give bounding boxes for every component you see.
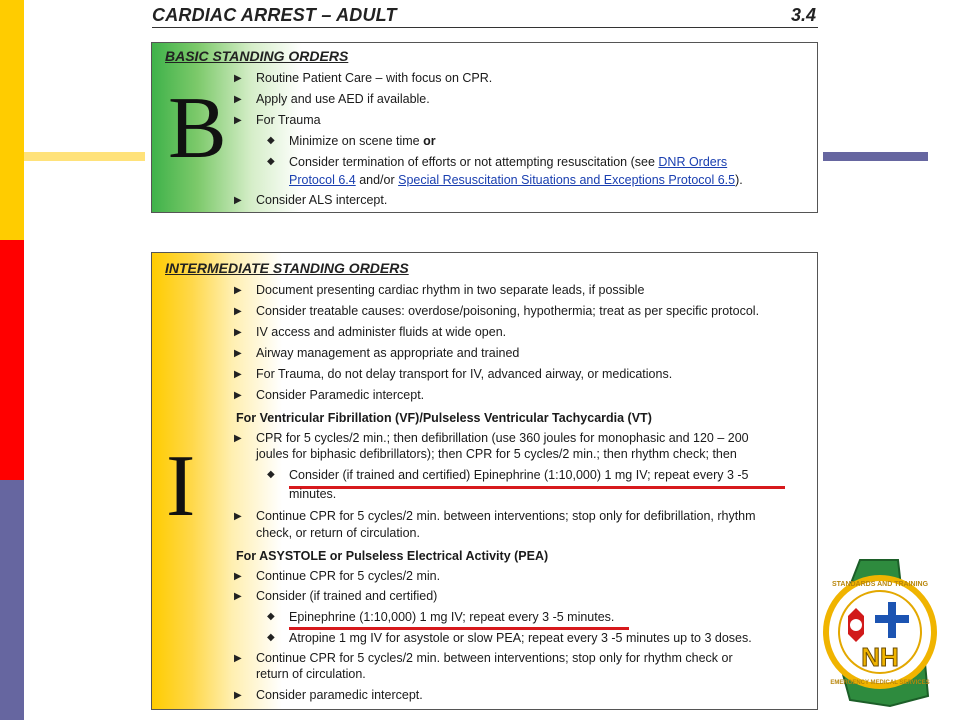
protocol-header xyxy=(152,3,818,28)
divider-yellow xyxy=(24,152,145,161)
list-item-continued: return of circulation. xyxy=(256,667,366,681)
logo-bottom-text: EMERGENCY MEDICAL SERVICES xyxy=(830,680,930,686)
list-item: Airway management as appropriate and trained xyxy=(256,346,520,360)
logo-badge-text: NH xyxy=(861,642,899,672)
arrow-bullet-icon: ▶ xyxy=(234,115,242,126)
dnr-orders-link[interactable]: DNR Orders xyxy=(658,155,728,169)
arrow-bullet-icon: ▶ xyxy=(234,511,242,522)
list-item: Consider Paramedic intercept. xyxy=(256,388,425,402)
diamond-bullet-icon: ◆ xyxy=(267,632,275,643)
list-item-continued: check, or return of circulation. xyxy=(256,526,420,540)
arrow-bullet-icon: ▶ xyxy=(234,433,242,444)
page-title: CARDIAC ARREST – ADULT xyxy=(152,5,397,25)
list-item: Consider (if trained and certified) xyxy=(256,589,438,603)
left-strip-purple xyxy=(0,480,24,720)
diamond-bullet-icon: ◆ xyxy=(267,156,275,167)
list-item: Consider treatable causes: overdose/poisoning, hypothermia; treat as per specific protocol. xyxy=(256,304,760,318)
asystole-heading: For ASYSTOLE or Pulseless Electrical Activity (PEA) xyxy=(236,549,549,563)
divider-purple xyxy=(823,152,928,161)
list-item-continued: Protocol 6.4 and/or Special Resuscitation Situations and Exceptions Protocol 6.5). xyxy=(289,173,743,187)
list-item: CPR for 5 cycles/2 min.; then defibrillation (use 360 joules for monophasic and 120 – 200 xyxy=(256,431,749,445)
red-underline xyxy=(289,486,785,489)
protocol-number: 3.4 xyxy=(790,5,816,25)
diamond-bullet-icon: ◆ xyxy=(267,611,275,622)
left-strip-red xyxy=(0,240,24,480)
list-item: Continue CPR for 5 cycles/2 min. xyxy=(256,569,441,583)
arrow-bullet-icon: ▶ xyxy=(234,73,242,84)
list-item: For Trauma, do not delay transport for IV, advanced airway, or medications. xyxy=(256,367,673,381)
diamond-bullet-icon: ◆ xyxy=(267,469,275,480)
vf-epinephrine: Consider (if trained and certified) Epinephrine (1:10,000) 1 mg IV; repeat every 3 -5 xyxy=(289,468,749,482)
list-item: Continue CPR for 5 cycles/2 min. between interventions; stop only for rhythm check or xyxy=(256,651,733,665)
list-item: For Trauma xyxy=(256,113,321,127)
diamond-bullet-icon: ◆ xyxy=(267,135,275,146)
dnr-protocol-link[interactable]: Protocol 6.4 xyxy=(289,173,356,187)
asystole-epinephrine: Epinephrine (1:10,000) 1 mg IV; repeat every 3 -5 minutes. xyxy=(289,610,615,624)
arrow-bullet-icon: ▶ xyxy=(234,591,242,602)
arrow-bullet-icon: ▶ xyxy=(234,653,242,664)
arrow-bullet-icon: ▶ xyxy=(234,195,242,206)
intermediate-title: INTERMEDIATE STANDING ORDERS xyxy=(165,260,409,276)
special-resuscitation-link[interactable]: Special Resuscitation Situations and Exceptions Protocol 6.5 xyxy=(398,173,736,187)
arrow-bullet-icon: ▶ xyxy=(234,327,242,338)
arrow-bullet-icon: ▶ xyxy=(234,94,242,105)
basic-title: BASIC STANDING ORDERS xyxy=(165,48,349,64)
left-strip-yellow xyxy=(0,0,24,240)
red-underline xyxy=(289,627,629,630)
list-item: Consider paramedic intercept. xyxy=(256,688,423,702)
intermediate-standing-orders-box xyxy=(151,252,818,710)
logo-top-text: STANDARDS AND TRAINING xyxy=(831,581,929,588)
list-item: Apply and use AED if available. xyxy=(256,92,430,106)
arrow-bullet-icon: ▶ xyxy=(234,390,242,401)
asystole-atropine: Atropine 1 mg IV for asystole or slow PEA; repeat every 3 -5 minutes up to 3 doses. xyxy=(289,631,752,645)
list-item: IV access and administer fluids at wide open. xyxy=(256,325,507,339)
list-item: Continue CPR for 5 cycles/2 min. between interventions; stop only for defibrillation, rhythm xyxy=(256,509,756,523)
list-item: Consider ALS intercept. xyxy=(256,193,388,207)
arrow-bullet-icon: ▶ xyxy=(234,690,242,701)
intermediate-letter: I xyxy=(166,438,196,535)
basic-standing-orders-box xyxy=(151,42,818,213)
list-item-continued: joules for biphasic defibrillators); then CPR for 5 cycles/2 min.; then rhythm check; then xyxy=(256,447,737,461)
list-item-continued: minutes. xyxy=(289,487,337,501)
list-item: Routine Patient Care – with focus on CPR. xyxy=(256,71,493,85)
arrow-bullet-icon: ▶ xyxy=(234,348,242,359)
arrow-bullet-icon: ▶ xyxy=(234,369,242,380)
list-item: Consider termination of efforts or not attempting resuscitation (see DNR Orders xyxy=(289,155,728,169)
vf-heading: For Ventricular Fibrillation (VF)/Pulseless Ventricular Tachycardia (VT) xyxy=(236,411,652,425)
list-item: Minimize on scene time or xyxy=(289,134,436,148)
nh-ems-logo xyxy=(820,556,940,708)
list-item: Document presenting cardiac rhythm in two separate leads, if possible xyxy=(256,283,645,297)
arrow-bullet-icon: ▶ xyxy=(234,306,242,317)
arrow-bullet-icon: ▶ xyxy=(234,571,242,582)
arrow-bullet-icon: ▶ xyxy=(234,285,242,296)
basic-letter: B xyxy=(168,80,227,177)
